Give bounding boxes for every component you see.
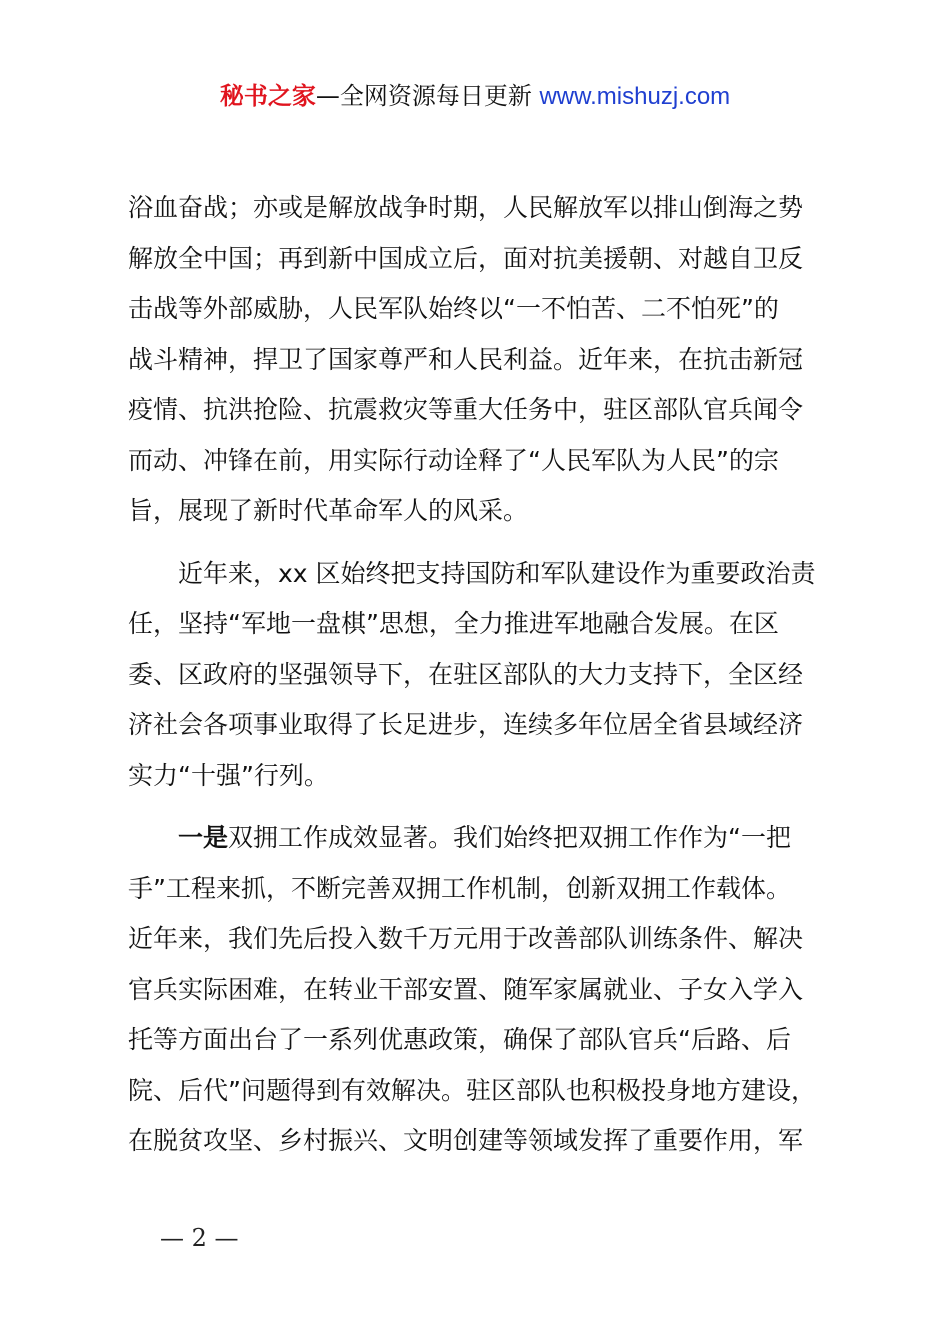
- header-slogan: —全网资源每日更新: [315, 82, 532, 110]
- document-body: [128, 183, 838, 1167]
- text-line: 手”工程来抓，不断完善双拥工作机制，创新双拥工作载体。: [128, 873, 791, 903]
- text-line: 击战等外部威胁，人民军队始终以“一不怕苦、二不怕死”的: [128, 294, 779, 323]
- text-line: 实力“十强”行列。: [128, 760, 329, 790]
- page-number: — 2 —: [160, 1224, 239, 1252]
- text-line: 院、后代”问题得到有效解决。驻区部队也积极投身地方建设，: [128, 1075, 816, 1105]
- paragraph-lead: 一是: [128, 823, 229, 852]
- text-line: 官兵实际困难，在转业干部安置、随军家属就业、子女入学入: [128, 974, 804, 1004]
- text-line: 旨，展现了新时代革命军人的风采。: [128, 496, 529, 525]
- text-line: 托等方面出台了一系列优惠政策，确保了部队官兵“后路、后: [128, 1025, 791, 1054]
- paragraph-gap: [128, 801, 838, 813]
- text-line: 济社会各项事业取得了长足进步，连续多年位居全省县域经济: [128, 710, 804, 739]
- text-line: 在脱贫攻坚、乡村振兴、文明创建等领域发挥了重要作用，军: [128, 1126, 804, 1155]
- text-line: 委、区政府的坚强领导下，在驻区部队的大力支持下，全区经: [128, 659, 804, 689]
- text-line: 近年来，xx 区始终把支持国防和军队建设作为重要政治责: [128, 558, 816, 588]
- paragraph-2: [128, 549, 838, 802]
- text-line: [128, 813, 838, 864]
- text-line: 任，坚持“军地一盘棋”思想，全力推进军地融合发展。在区: [128, 609, 779, 638]
- text-line: 战斗精神，捍卫了国家尊严和人民利益。近年来，在抗击新冠: [128, 344, 804, 374]
- site-url: www.mishuzj.com: [539, 83, 731, 110]
- text-line: 而动、冲锋在前，用实际行动诠释了“人民军队为人民”的宗: [128, 445, 779, 475]
- text-line-rest: 双拥工作成效显著。我们始终把双拥工作作为“一把: [228, 823, 791, 852]
- text-line: 近年来，我们先后投入数千万元用于改善部队训练条件、解决: [128, 924, 804, 953]
- paragraph-3: [128, 813, 838, 1167]
- text-line: 疫情、抗洪抢险、抗震救灾等重大任务中，驻区部队官兵闻令: [128, 395, 804, 424]
- paragraph-gap: [128, 537, 838, 549]
- text-line: 解放全中国；再到新中国成立后，面对抗美援朝、对越自卫反: [128, 243, 804, 273]
- paragraph-1: [128, 183, 838, 537]
- brand-name: 秘书之家: [219, 82, 316, 110]
- text-line: 浴血奋战；亦或是解放战争时期，人民解放军以排山倒海之势: [128, 193, 804, 222]
- site-header: [0, 80, 950, 113]
